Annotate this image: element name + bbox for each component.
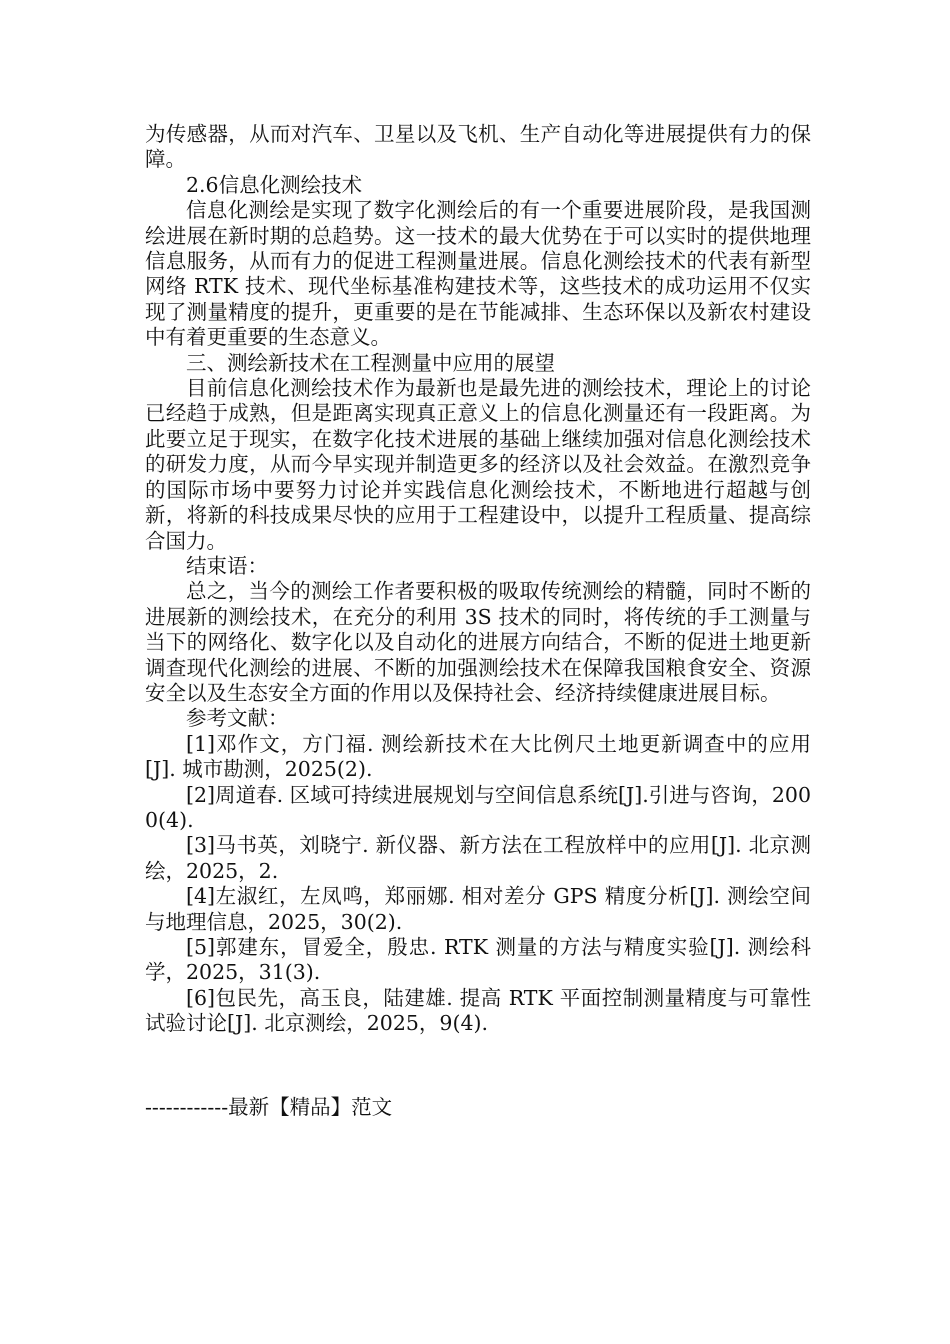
reference-item: [2]周道春. 区域可持续进展规划与空间信息系统[J].引进与咨询，2000(4).: [145, 782, 811, 832]
body-paragraph: 为传感器，从而对汽车、卫星以及飞机、生产自动化等进展提供有力的保障。: [145, 122, 811, 172]
section-heading: 2.6信息化测绘技术: [186, 172, 363, 197]
reference-item: [3]马书英，刘晓宁. 新仪器、新方法在工程放样中的应用[J]. 北京测绘，2025，2.: [145, 833, 811, 883]
reference-item: [4]左淑红，左凤鸣，郑丽娜. 相对差分 GPS 精度分析[J]. 测绘空间与地理信息，2025，30(2).: [145, 884, 811, 934]
reference-item: [1]邓作文，方门福. 测绘新技术在大比例尺土地更新调查中的应用[J]. 城市勘测，2025(2).: [145, 731, 811, 782]
page-footer: ------------最新【精品】范文: [145, 1095, 393, 1119]
section-heading: 三、测绘新技术在工程测量中应用的展望: [186, 350, 555, 375]
reference-item: [6]包民先，高玉良，陆建雄. 提高 RTK 平面控制测量精度与可靠性试验讨论[J]. 北京测绘，2025，9(4).: [145, 985, 811, 1036]
reference-item: [5]郭建东，冒爱全，殷忠. RTK 测量的方法与精度实验[J]. 测绘科学，2025，31(3).: [145, 935, 811, 985]
body-paragraph: 信息化测绘是实现了数字化测绘后的有一个重要进展阶段，是我国测绘进展在新时期的总趋势。这一技术的最大优势在于可以实时的提供地理信息服务，从而有力的促进工程测量进展。信息化测绘技术的代表有新型网络 RTK 技术、现代坐标基准构建技术等，这些技术的成功运用不仅实现了测量精度的提升，更重要的是在节能减排、生态环保以及新农村建设中有着更重要的生态意义。: [145, 198, 811, 350]
conclusion-heading: 结束语：: [186, 553, 268, 578]
references-heading: 参考文献：: [186, 706, 289, 731]
body-paragraph: 总之，当今的测绘工作者要积极的吸取传统测绘的精髓，同时不断的进展新的测绘技术，在充分的利用 3S 技术的同时，将传统的手工测量与当下的网络化、数字化以及自动化的进展方向结合，不断的促进土地更新调查现代化测绘的进展、不断的加强测绘技术在保障我国粮食安全、资源安全以及生态安全方面的作用以及保持社会、经济持续健康进展目标。: [145, 579, 811, 705]
document-body: [145, 122, 811, 1037]
body-paragraph: 目前信息化测绘技术作为最新也是最先进的测绘技术，理论上的讨论已经趋于成熟，但是距离实现真正意义上的信息化测量还有一段距离。为此要立足于现实，在数字化技术进展的基础上继续加强对信息化测绘技术的研发力度，从而今早实现并制造更多的经济以及社会效益。在激烈竞争的国际市场中要努力讨论并实践信息化测绘技术，不断地进行超越与创新，将新的科技成果尽快的应用于工程建设中，以提升工程质量、提高综合国力。: [145, 376, 811, 553]
